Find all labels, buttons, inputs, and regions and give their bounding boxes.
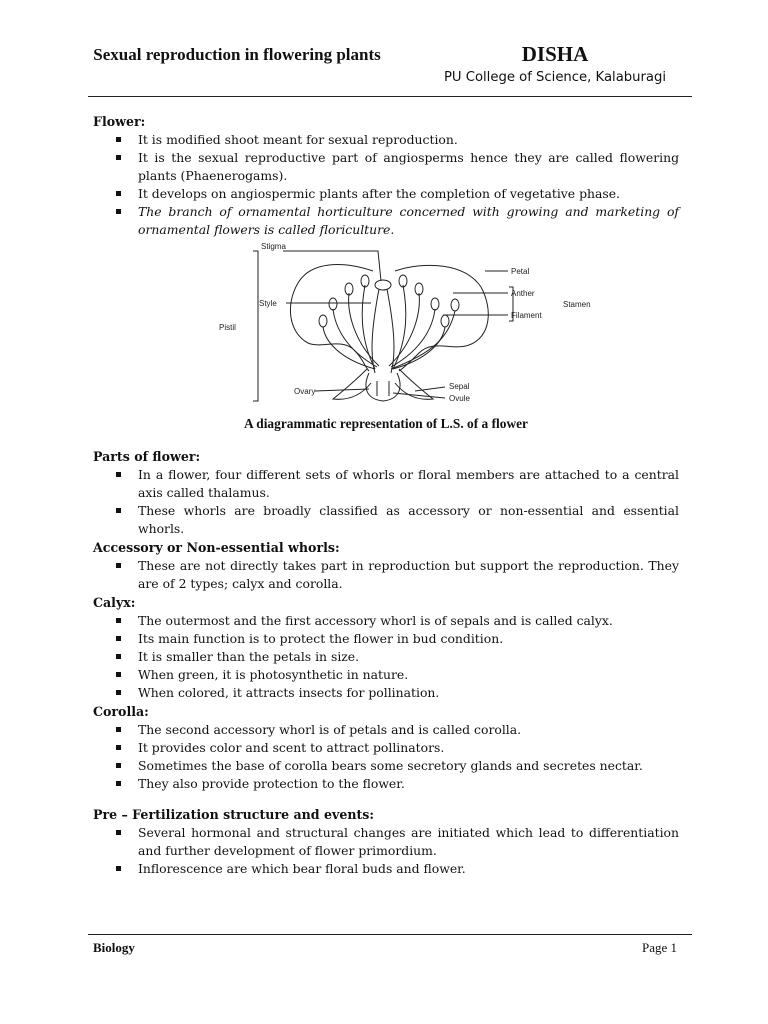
calyx-list bbox=[93, 612, 679, 702]
diagram-caption: A diagrammatic representation of L.S. of a flower bbox=[243, 416, 528, 431]
section-title-calyx: Calyx: bbox=[93, 595, 136, 610]
parts-list bbox=[93, 466, 679, 538]
label-ovary: Ovary bbox=[294, 387, 316, 396]
section-title-accessory: Accessory or Non-essential whorls: bbox=[93, 540, 340, 555]
section-title-parts: Parts of flower: bbox=[93, 449, 201, 464]
label-stigma: Stigma bbox=[261, 242, 286, 251]
list-item: Inflorescence are which bear floral buds and flower. bbox=[93, 860, 679, 878]
section-title-prefertilization: Pre – Fertilization structure and events: bbox=[93, 807, 375, 822]
footer-divider bbox=[88, 934, 692, 935]
label-ovule: Ovule bbox=[449, 394, 470, 403]
label-sepal: Sepal bbox=[449, 382, 470, 391]
header-institution-subtitle: PU College of Science, Kalaburagi bbox=[443, 70, 667, 85]
section-title-flower: Flower: bbox=[93, 114, 146, 129]
label-filament: Filament bbox=[511, 311, 542, 320]
header-divider bbox=[88, 96, 692, 97]
section-title-corolla: Corolla: bbox=[93, 704, 149, 719]
list-item: They also provide protection to the flower. bbox=[93, 775, 679, 793]
list-item: In a flower, four different sets of whorls or floral members are attached to a central axis called thalamus. bbox=[93, 466, 679, 502]
prefertilization-list bbox=[93, 824, 679, 878]
list-item: The outermost and the first accessory whorl is of sepals and is called calyx. bbox=[93, 612, 679, 630]
list-item: It develops on angiospermic plants after the completion of vegetative phase. bbox=[93, 185, 679, 203]
flower-ls-diagram bbox=[93, 241, 679, 411]
corolla-list bbox=[93, 721, 679, 793]
label-anther: Anther bbox=[511, 289, 535, 298]
list-item: Several hormonal and structural changes are initiated which lead to differentiation and further development of flower primordium. bbox=[93, 824, 679, 860]
list-item: It provides color and scent to attract pollinators. bbox=[93, 739, 679, 757]
label-stamen: Stamen bbox=[563, 300, 591, 309]
list-item: It is modified shoot meant for sexual reproduction. bbox=[93, 131, 679, 149]
accessory-list bbox=[93, 557, 679, 593]
list-item: When green, it is photosynthetic in nature. bbox=[93, 666, 679, 684]
label-petal: Petal bbox=[511, 267, 530, 276]
list-item: It is smaller than the petals in size. bbox=[93, 648, 679, 666]
list-item: When colored, it attracts insects for pollination. bbox=[93, 684, 679, 702]
list-item: Its main function is to protect the flower in bud condition. bbox=[93, 630, 679, 648]
header-chapter-title: Sexual reproduction in flowering plants bbox=[93, 45, 381, 64]
list-item: It is the sexual reproductive part of angiosperms hence they are called flowering plants (Phaenerogams). bbox=[93, 149, 679, 185]
list-item: The branch of ornamental horticulture concerned with growing and marketing of ornamental flowers is called floriculture. bbox=[93, 203, 679, 239]
footer-page-number: Page 1 bbox=[641, 940, 677, 955]
header-institution-name: DISHA bbox=[521, 42, 589, 66]
label-style: Style bbox=[259, 299, 277, 308]
spacer bbox=[93, 793, 679, 805]
flower-ls-drawing bbox=[93, 241, 679, 411]
list-item: These are not directly takes part in reproduction but support the reproduction. They are of 2 types; calyx and corolla. bbox=[93, 557, 679, 593]
list-item: The second accessory whorl is of petals and is called corolla. bbox=[93, 721, 679, 739]
main-content bbox=[93, 112, 679, 878]
flower-list bbox=[93, 131, 679, 239]
list-item: Sometimes the base of corolla bears some secretory glands and secretes nectar. bbox=[93, 757, 679, 775]
footer-subject: Biology bbox=[93, 940, 135, 955]
label-pistil: Pistil bbox=[219, 323, 236, 332]
list-item: These whorls are broadly classified as accessory or non-essential and essential whorls. bbox=[93, 502, 679, 538]
